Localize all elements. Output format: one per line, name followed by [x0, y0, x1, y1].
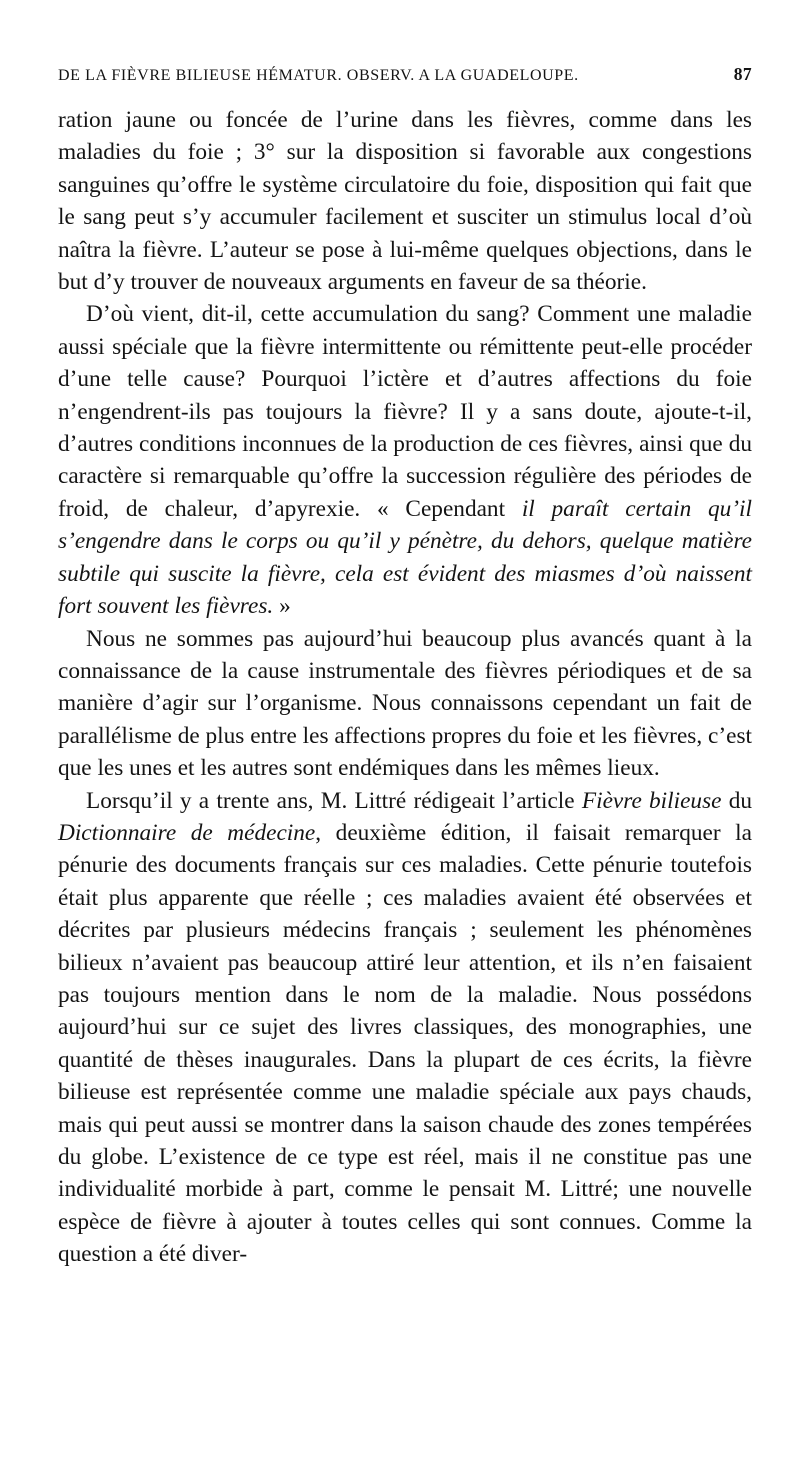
paragraph-1 [58, 104, 752, 298]
text-segment: du [721, 787, 753, 814]
text-segment: » [273, 593, 291, 620]
page-header [58, 64, 752, 94]
page-body [58, 104, 752, 1271]
running-title: DE LA FIÈVRE BILIEUSE HÉMATUR. OBSERV. A LA GUADELOUPE. [58, 67, 579, 84]
italic-article-title: Fièvre bilieuse [581, 787, 722, 814]
italic-dictionary-title: Dictionnaire de médecine [58, 819, 316, 846]
book-page [58, 64, 752, 1271]
paragraph-3 [58, 623, 752, 785]
text-segment: Nous ne sommes pas aujourd’hui beaucoup plus avancés quant à la connaissance de la cause instrumentale des fièvres périodiques et de sa manière d’agir sur l’organisme. Nous connaissons cependant un fait de parallélisme de plus entre les affections propres du foie et les fièvres, c’est que les unes et les autres sont endémiques dans les mêmes lieux. [58, 625, 752, 782]
text-segment: ration jaune ou foncée de l’urine dans les fièvres, comme dans les maladies du foie ; 3° sur la disposition si favorable aux congestions sanguines qu’offre le système circulatoire du foie, disposition qui fait que le sang peut s’y accumuler facilement et susciter un stimulus local d’où naîtra la fièvre. L’auteur se pose à lui-même quelques objections, dans le but d’y trouver de nouveaux arguments en faveur de sa théorie. [58, 107, 752, 296]
page-number: 87 [733, 64, 752, 84]
italic-quote: il paraît certain qu’il s’engendre dans le corps ou qu’il y pénètre, du dehors, quelque matière subtile qui suscite la fièvre, cela est évident des miasmes d’où naissent fort souvent les fièvres. [58, 495, 752, 620]
paragraph-2 [58, 298, 752, 622]
text-segment: Lorsqu’il y a trente ans, M. Littré rédigeait l’article [86, 787, 582, 814]
paragraph-4 [58, 785, 752, 1271]
text-segment: , deuxième édition, il faisait remarquer la pénurie des documents français sur ces maladies. Cette pénurie toutefois était plus apparente que réelle ; ces maladies avaient été observées et décrites par plusieurs médecins français ; seulement les phénomènes bilieux n’avaient pas beaucoup attiré leur attention, et ils n’en faisaient pas toujours mention dans le nom de la maladie. Nous possédons aujourd’hui sur ce sujet des livres classiques, des monographies, une quantité de thèses inaugurales. Dans la plupart de ces écrits, la fièvre bilieuse est représentée comme une maladie spéciale aux pays chauds, mais qui peut aussi se montrer dans la saison chaude des zones tempérées du globe. L’existence de ce type est réel, mais il ne constitue pas une individualité morbide à part, comme le pensait M. Littré; une nouvelle espèce de fièvre à ajouter à toutes celles qui sont connues. Comme la question a été diver- [58, 819, 752, 1268]
text-segment: D’où vient, dit-il, cette accumulation du sang? Comment une maladie aussi spéciale que la fièvre intermittente ou rémittente peut-elle procéder d’une telle cause? Pourquoi l’ictère et d’autres affections du foie n’engendrent-ils pas toujours la fièvre? Il y a sans doute, ajoute-t-il, d’autres conditions inconnues de la production de ces fièvres, ainsi que du caractère si remarquable qu’offre la succession régulière des périodes de froid, de chaleur, d’apyrexie. « Cependant [58, 301, 752, 522]
